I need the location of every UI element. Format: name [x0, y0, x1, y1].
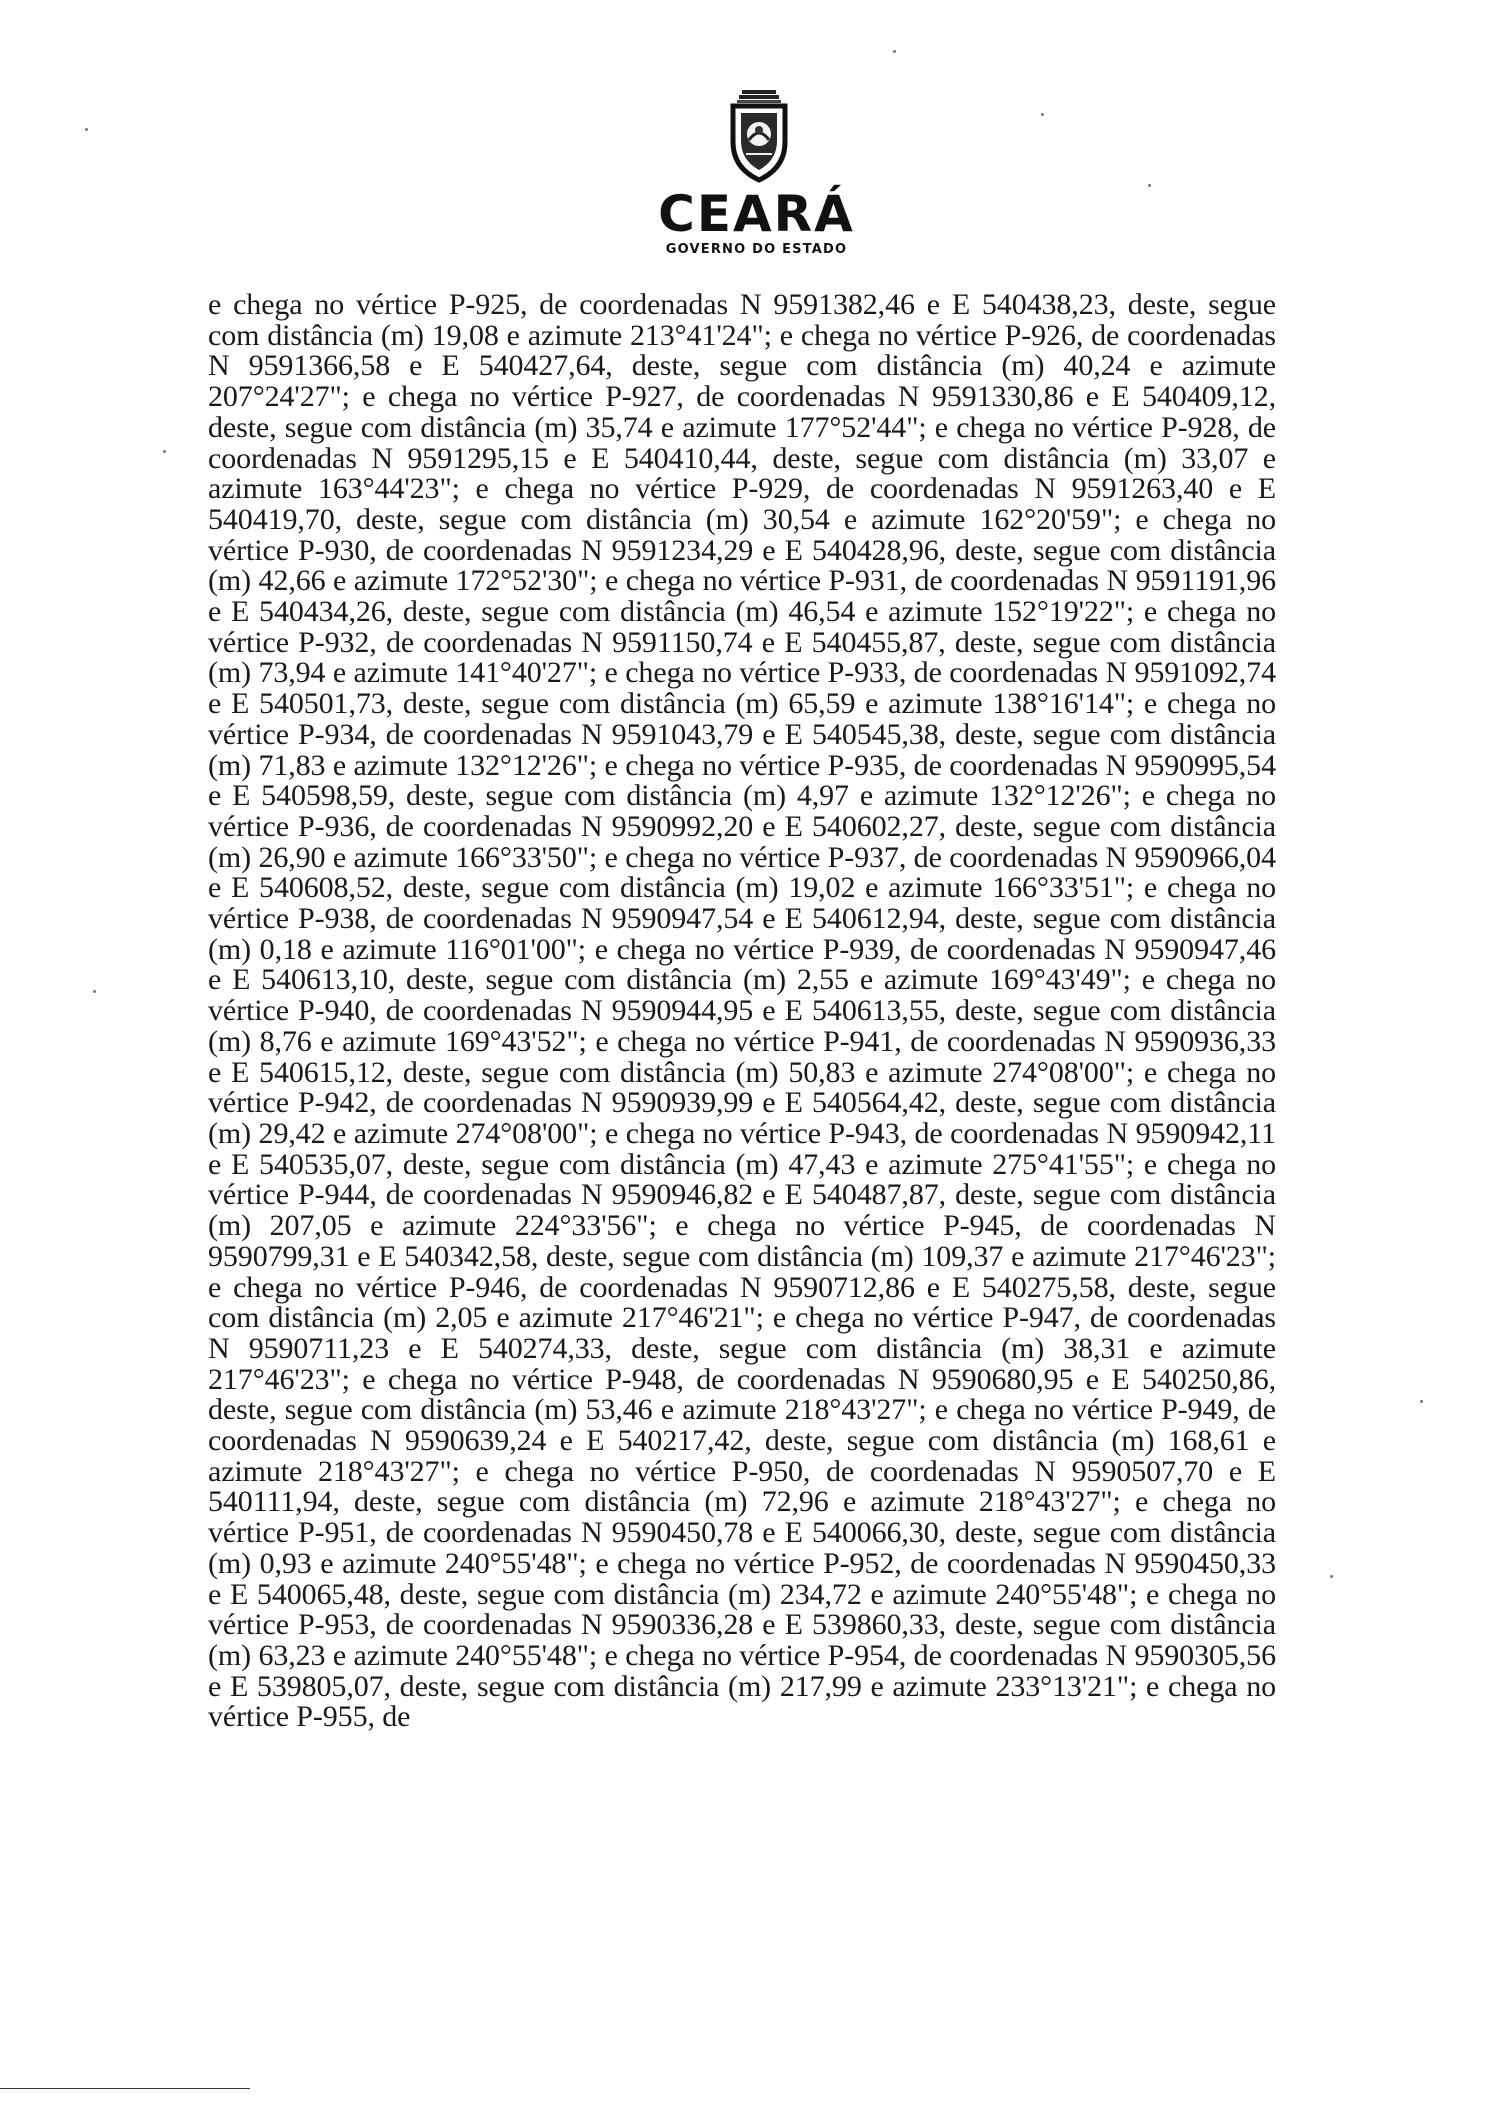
- footer-rule: [0, 2088, 250, 2089]
- scan-speck: [1041, 113, 1044, 116]
- state-brand-name: CEARÁ: [658, 185, 855, 243]
- scan-speck: [85, 128, 88, 131]
- state-coat-of-arms-icon: [726, 88, 792, 184]
- state-brand-subtitle: GOVERNO DO ESTADO: [665, 242, 848, 257]
- document-body: [208, 290, 1276, 1733]
- letterhead: [0, 88, 1493, 257]
- scan-speck: [1148, 184, 1151, 187]
- scan-speck: [163, 450, 166, 453]
- scan-speck: [893, 50, 896, 53]
- scan-speck: [93, 990, 96, 993]
- scan-speck: [1330, 1575, 1333, 1578]
- boundary-description-paragraph: e chega no vértice P-925, de coordenadas N 9591382,46 e E 540438,23, deste, segue com distância (m) 19,08 e azimute 213°41'24"; e chega no vértice P-926, de coordenadas N 9591366,58 e E 540427,64, deste, segue com distância (m) 40,24 e azimute 207°24'27"; e chega no vértice P-927, de coordenadas N 9591330,86 e E 540409,12, deste, segue com distância (m) 35,74 e azimute 177°52'44"; e chega no vértice P-928, de coordenadas N 9591295,15 e E 540410,44, deste, segue com distância (m) 33,07 e azimute 163°44'23"; e chega no vértice P-929, de coordenadas N 9591263,40 e E 540419,70, deste, segue com distância (m) 30,54 e azimute 162°20'59"; e chega no vértice P-930, de coordenadas N 9591234,29 e E 540428,96, deste, segue com distância (m) 42,66 e azimute 172°52'30"; e chega no vértice P-931, de coordenadas N 9591191,96 e E 540434,26, deste, segue com distância (m) 46,54 e azimute 152°19'22"; e chega no vértice P-932, de coordenadas N 9591150,74 e E 540455,87, deste, segue com distância (m) 73,94 e azimute 141°40'27"; e chega no vértice P-933, de coordenadas N 9591092,74 e E 540501,73, deste, segue com distância (m) 65,59 e azimute 138°16'14"; e chega no vértice P-934, de coordenadas N 9591043,79 e E 540545,38, deste, segue com distância (m) 71,83 e azimute 132°12'26"; e chega no vértice P-935, de coordenadas N 9590995,54 e E 540598,59, deste, segue com distância (m) 4,97 e azimute 132°12'26"; e chega no vértice P-936, de coordenadas N 9590992,20 e E 540602,27, deste, segue com distância (m) 26,90 e azimute 166°33'50"; e chega no vértice P-937, de coordenadas N 9590966,04 e E 540608,52, deste, segue com distância (m) 19,02 e azimute 166°33'51"; e chega no vértice P-938, de coordenadas N 9590947,54 e E 540612,94, deste, segue com distância (m) 0,18 e azimute 116°01'00"; e chega no vértice P-939, de coordenadas N 9590947,46 e E 540613,10, deste, segue com distância (m) 2,55 e azimute 169°43'49"; e chega no vértice P-940, de coordenadas N 9590944,95 e E 540613,55, deste, segue com distância (m) 8,76 e azimute 169°43'52"; e chega no vértice P-941, de coordenadas N 9590936,33 e E 540615,12, deste, segue com distância (m) 50,83 e azimute 274°08'00"; e chega no vértice P-942, de coordenadas N 9590939,99 e E 540564,42, deste, segue com distância (m) 29,42 e azimute 274°08'00"; e chega no vértice P-943, de coordenadas N 9590942,11 e E 540535,07, deste, segue com distância (m) 47,43 e azimute 275°41'55"; e chega no vértice P-944, de coordenadas N 9590946,82 e E 540487,87, deste, segue com distância (m) 207,05 e azimute 224°33'56"; e chega no vértice P-945, de coordenadas N 9590799,31 e E 540342,58, deste, segue com distância (m) 109,37 e azimute 217°46'23"; e chega no vértice P-946, de coordenadas N 9590712,86 e E 540275,58, deste, segue com distância (m) 2,05 e azimute 217°46'21"; e chega no vértice P-947, de coordenadas N 9590711,23 e E 540274,33, deste, segue com distância (m) 38,31 e azimute 217°46'23"; e chega no vértice P-948, de coordenadas N 9590680,95 e E 540250,86, deste, segue com distância (m) 53,46 e azimute 218°43'27"; e chega no vértice P-949, de coordenadas N 9590639,24 e E 540217,42, deste, segue com distância (m) 168,61 e azimute 218°43'27"; e chega no vértice P-950, de coordenadas N 9590507,70 e E 540111,94, deste, segue com distância (m) 72,96 e azimute 218°43'27"; e chega no vértice P-951, de coordenadas N 9590450,78 e E 540066,30, deste, segue com distância (m) 0,93 e azimute 240°55'48"; e chega no vértice P-952, de coordenadas N 9590450,33 e E 540065,48, deste, segue com distância (m) 234,72 e azimute 240°55'48"; e chega no vértice P-953, de coordenadas N 9590336,28 e E 539860,33, deste, segue com distância (m) 63,23 e azimute 240°55'48"; e chega no vértice P-954, de coordenadas N 9590305,56 e E 539805,07, deste, segue com distância (m) 217,99 e azimute 233°13'21"; e chega no vértice P-955, de: [208, 288, 1276, 1734]
- scan-speck: [1420, 1400, 1423, 1403]
